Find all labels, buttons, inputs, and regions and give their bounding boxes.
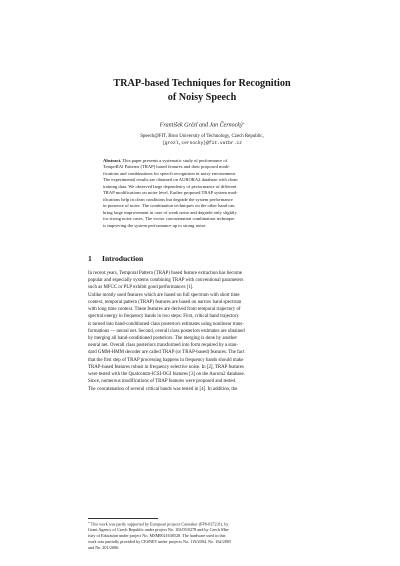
abstract-line: TRAP modifications on noise level. Earlier proposed TRAP system mod- (103, 190, 238, 196)
body-line: by merging all band-conditioned posteriors. The merging is done by another (88, 335, 237, 341)
section-number: 1 (88, 254, 92, 263)
abstract-label: Abstract. (103, 158, 122, 163)
author-list (88, 120, 316, 129)
abstract-line: bring large improvement in case of weak noise and degrade only slightly (103, 209, 237, 215)
paper-title (88, 77, 316, 105)
author-footnote-mark: * (242, 122, 245, 126)
body-line: The concatenation of several critical bands was tested in [4]. In addition, the (88, 386, 238, 392)
abstract-line: The experimental results are obtained on AURORA2 database with clean (103, 177, 238, 183)
footnote-rule (88, 518, 158, 519)
body-line: Unlike mostly used features which are based on full spectrum with short time (88, 292, 240, 298)
author-email: {grezl,cernocky}@fit.vutbr.cz (162, 141, 242, 147)
body-line: Since, numerous modifications of TRAP features were proposed and tested. (88, 379, 237, 385)
body-line: were tested with the Qualcomm-ICSI-OGI features [3] on the Aurora2 database. (88, 372, 245, 378)
title-line: TRAP-based Techniques for Recognition (113, 78, 291, 89)
footnote-line: istry of Education under project No. MSM0021630528. The hardware used in this (88, 533, 226, 539)
body-line: such as MFCC or PLP exhibit good performances [1]. (88, 285, 194, 291)
body-line: context, temporal pattern (TRAP) features are based on narrow band spectrum (88, 299, 242, 305)
abstract-line: for strong noise cases. The vector concatenation combination technique (103, 216, 235, 222)
body-line: dard GMM-HMM decoder are called TRAP (or TRAP-based) features. The fact (88, 350, 245, 356)
footnote (88, 521, 316, 551)
footnote-line: and No. 201/2006. (88, 545, 120, 551)
body-line: is turned into band-conditioned class posteriors estimates using nonlinear trans- (88, 321, 244, 327)
author-names: František Grézl and Jan Černocký (159, 122, 243, 129)
body-line: formations — neural net. Second, overall class posteriors estimates are obtained (88, 328, 245, 334)
affiliation: Speech@FIT, Brno University of Technology, Czech Republic, (140, 134, 264, 139)
title-line: of Noisy Speech (167, 92, 237, 103)
body-line: In recent years, Temporal Pattern (TRAP) based feature extraction has become (88, 271, 242, 276)
body-line: with long time context. These features are derived from temporal trajectory of (88, 307, 241, 313)
section-heading (88, 254, 316, 264)
body-line: neural net. Overall class posteriors transformed into form required by a stan- (88, 343, 238, 349)
abstract-line: in presence of noise. The combination techniques on the other hand can (103, 203, 235, 209)
abstract (103, 158, 302, 229)
affiliation-block (88, 133, 316, 147)
body-line: spectral energy in frequency bands in two steps: First, critical band trajectory (88, 314, 239, 320)
body-line: TRAP-based features robust in frequency selective noise. In [2], TRAP features (88, 364, 244, 370)
abstract-line: fications and combinations for speech recognition in noisy environment. (103, 170, 237, 176)
footnote-line: Grant Agency of Czech Republic under project No. 102/05/0278 and by Czech Min- (88, 527, 230, 533)
body-text (88, 270, 316, 393)
abstract-line: ifications help in clean conditions but degrade the system performance (103, 196, 233, 202)
footnote-mark: * (88, 521, 90, 525)
body-line: that the first step of TRAP processing happens in frequency bands should make (88, 357, 244, 363)
abstract-text: This paper presents a systematic study of performance of (121, 158, 228, 163)
footnote-text: This work was partly supported by European projects Caretaker (FP6-027231), by (89, 521, 229, 527)
body-line: popular and especially systems combining TRAP with conventional parameters (88, 278, 244, 284)
section-title: Introduction (102, 254, 144, 263)
abstract-line: training data. We observed large dependency of performance of different (103, 183, 237, 189)
abstract-line: TempoRAl Patterns (TRAP) based features and their proposed modi- (103, 164, 230, 170)
abstract-line: is improving the system performance up to strong noise. (103, 222, 207, 228)
footnote-line: work was partially provided by CESNET under projects No. 119/2004, No. 162/2005 (88, 539, 232, 545)
